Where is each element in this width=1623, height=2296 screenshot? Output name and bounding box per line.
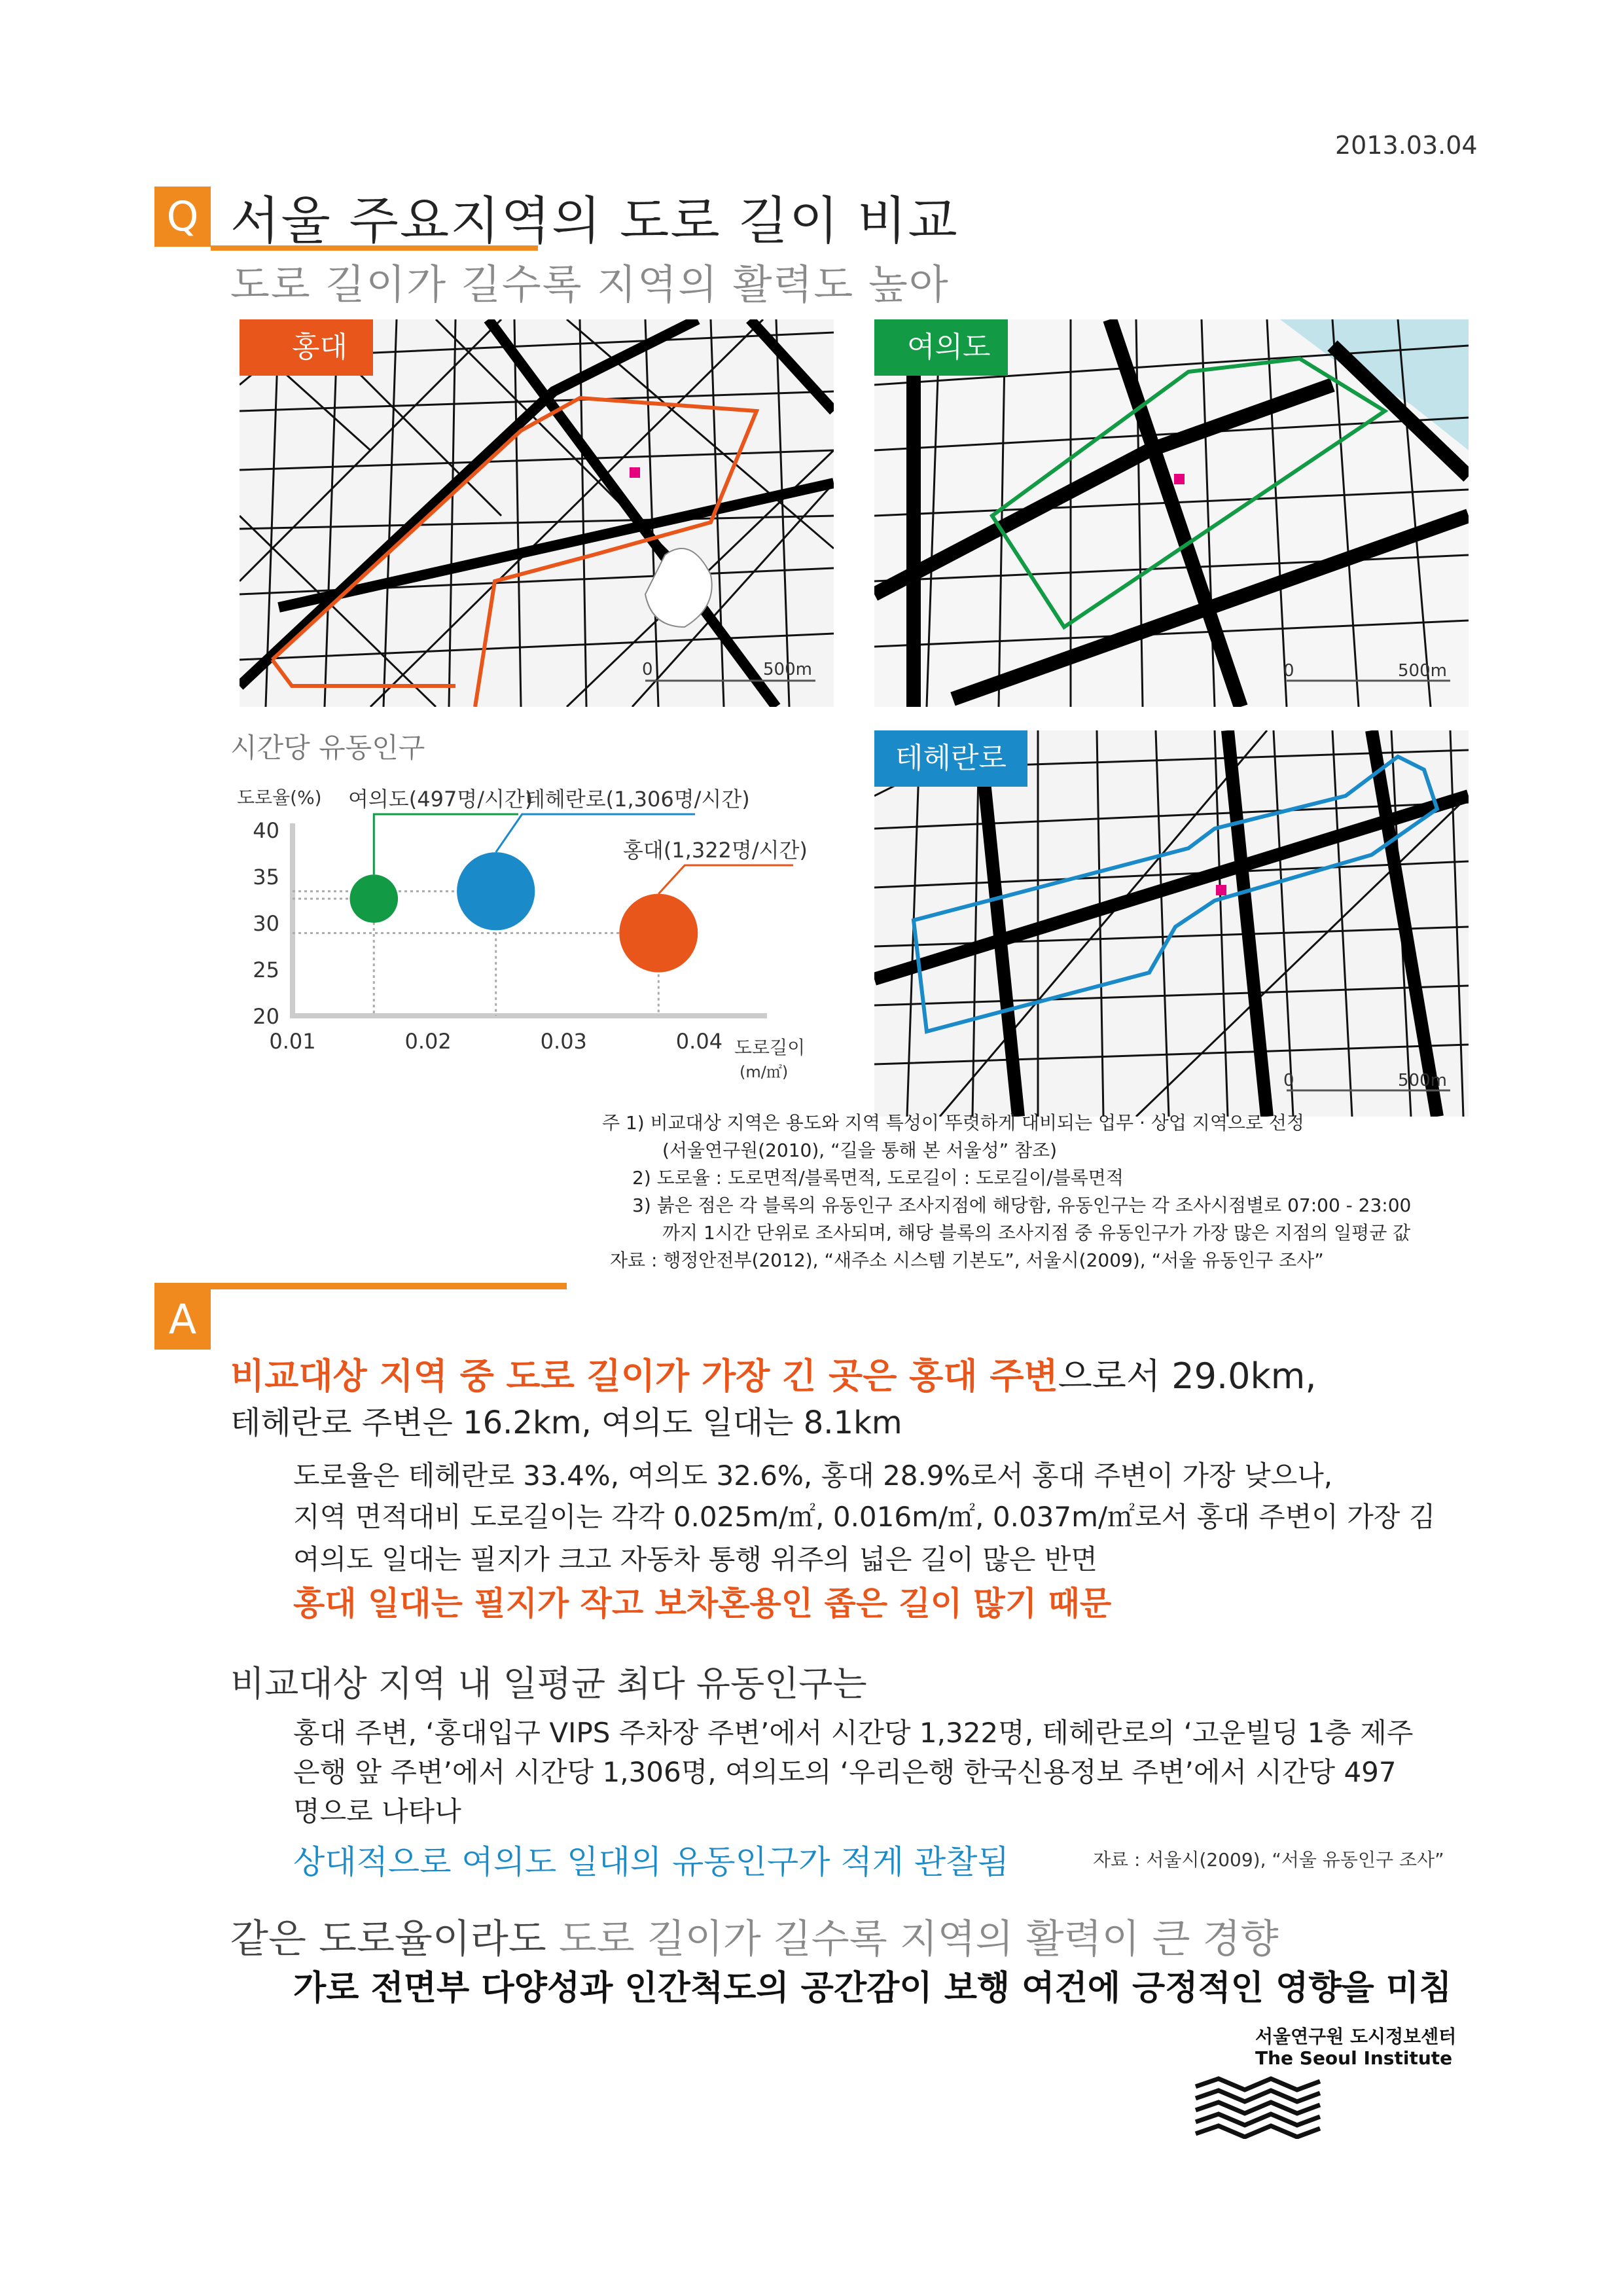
map-teheran-label: 테헤란로 xyxy=(895,742,1007,775)
bubble xyxy=(349,874,398,923)
y-tick-label: 40 xyxy=(253,818,279,843)
answer-body-5: 은행 앞 주변’에서 시간당 1,306명, 여의도의 ‘우리은행 한국신용정보 주변’에서 시간당 497 xyxy=(293,1756,1397,1788)
y-tick-label: 35 xyxy=(253,865,279,889)
map-yeouido xyxy=(874,319,1469,707)
x-tick-label: 0.02 xyxy=(404,1029,452,1054)
section-heading-2: 비교대상 지역 내 일평균 최다 유동인구는 xyxy=(230,1663,867,1704)
bubble-chart xyxy=(230,779,819,1106)
note-line: 3) 붉은 점은 각 블록의 유동인구 조사지점에 해당함, 유동인구는 각 조사시점별로 07:00 - 23:00 xyxy=(632,1194,1412,1216)
x-tick-label: 0.03 xyxy=(540,1029,587,1054)
map-hongdae-graphic xyxy=(240,319,834,707)
answer-body-1: 도로율은 테헤란로 33.4%, 여의도 32.6%, 홍대 28.9%로서 홍대 주변이 가장 낮으나, xyxy=(293,1460,1333,1492)
a-badge: A xyxy=(154,1289,211,1350)
note-line: 까지 1시간 단위로 조사되며, 해당 블록의 조사지점 중 유동인구가 가장 많은 지점의 일평균 값 xyxy=(662,1222,1411,1244)
bubble xyxy=(619,894,698,973)
answer-emphasis-2: 상대적으로 여의도 일대의 유동인구가 적게 관찰됨 xyxy=(293,1843,1009,1881)
map-yeouido-graphic xyxy=(874,319,1469,707)
note-source: 자료 : 행정안전부(2012), “새주소 시스템 기본도”, 서울시(2009), “서울 유동인구 조사” xyxy=(610,1249,1324,1271)
series-label: 여의도(497명/시간) xyxy=(348,787,533,812)
map-teheran-scale-end: 500m xyxy=(1398,1071,1447,1090)
map-yeouido-label: 여의도 xyxy=(907,331,991,364)
x-tick-label: 0.01 xyxy=(269,1029,316,1054)
series-label: 홍대(1,322명/시간) xyxy=(623,838,808,863)
map-yeouido-scale-end: 500m xyxy=(1398,661,1447,681)
map-hongdae-scale-end: 500m xyxy=(763,660,812,679)
map-teheran xyxy=(874,730,1469,1117)
note-line: 2) 도로율 : 도로면적/블록면적, 도로길이 : 도로길이/블록면적 xyxy=(632,1167,1124,1189)
q-badge: Q xyxy=(154,187,211,247)
bubble xyxy=(457,852,535,930)
map-teheran-scale-zero: 0 xyxy=(1283,1071,1294,1090)
chart-title: 시간당 유동인구 xyxy=(230,732,425,764)
notes-block xyxy=(602,1109,1411,1274)
date: 2013.03.04 xyxy=(1335,131,1478,160)
map-hongdae-scale-zero: 0 xyxy=(642,660,653,679)
answer-main-line2: 테헤란로 주변은 16.2km, 여의도 일대는 8.1km xyxy=(230,1405,902,1441)
source-note-2: 자료 : 서울시(2009), “서울 유동인구 조사” xyxy=(1093,1849,1444,1871)
y-axis-label: 도로율(%) xyxy=(237,787,322,808)
x-tick-label: 0.04 xyxy=(675,1029,723,1054)
answer-main-rest: 으로서 29.0km, xyxy=(1058,1355,1317,1397)
a-topline xyxy=(154,1283,567,1289)
map-teheran-graphic xyxy=(874,730,1469,1117)
page-title: 서울 주요지역의 도로 길이 비교 xyxy=(230,192,959,251)
map-hongdae-label: 홍대 xyxy=(292,331,348,364)
final-line-1a: 같은 도로율이라도 xyxy=(230,1916,559,1962)
answer-body-4: 홍대 주변, ‘홍대입구 VIPS 주차장 주변’에서 시간당 1,322명, 테헤란로의 ‘고운빌딩 1층 제주 xyxy=(293,1717,1414,1749)
answer-main-line1 xyxy=(230,1348,1317,1399)
map-hongdae xyxy=(240,319,834,707)
answer-emphasis-1: 홍대 일대는 필지가 작고 보차혼용인 좁은 길이 많기 때문 xyxy=(293,1585,1112,1623)
x-axis-unit: (m/㎡) xyxy=(740,1063,789,1081)
note-line: 주 1) 비교대상 지역은 용도와 지역 특성이 뚜렷하게 대비되는 업무 · 상업 지역으로 선정 xyxy=(602,1112,1304,1134)
answer-body-3: 여의도 일대는 필지가 크고 자동차 통행 위주의 넓은 길이 많은 반면 xyxy=(293,1543,1097,1575)
map-yeouido-scale-zero: 0 xyxy=(1283,661,1294,681)
final-line-2: 가로 전면부 다양성과 인간척도의 공간감이 보행 여건에 긍정적인 영향을 미침 xyxy=(293,1969,1452,2008)
logo-text-english: The Seoul Institute xyxy=(1255,2047,1453,2069)
y-tick-label: 30 xyxy=(253,911,279,936)
series-label: 테헤란로(1,306명/시간) xyxy=(525,787,750,812)
logo-text-korean: 서울연구원 도시정보센터 xyxy=(1255,2026,1457,2047)
final-line-1b: 도로 길이가 길수록 지역의 활력이 큰 경향 xyxy=(558,1916,1279,1962)
y-tick-label: 20 xyxy=(253,1004,279,1029)
answer-highlight: 비교대상 지역 중 도로 길이가 가장 긴 곳은 홍대 주변 xyxy=(230,1355,1058,1397)
x-axis-label: 도로길이 xyxy=(734,1037,806,1058)
final-line-1 xyxy=(230,1908,1279,1964)
answer-body-6: 명으로 나타나 xyxy=(293,1795,461,1827)
answer-body-2: 지역 면적대비 도로길이는 각각 0.025m/㎡, 0.016m/㎡, 0.037m/㎡로서 홍대 주변이 가장 김 xyxy=(293,1501,1436,1533)
note-line: (서울연구원(2010), “길을 통해 본 서울성” 참조) xyxy=(662,1139,1058,1161)
page-subtitle: 도로 길이가 길수록 지역의 활력도 높아 xyxy=(230,260,950,308)
leader-line xyxy=(658,865,793,894)
seoul-institute-logo-icon xyxy=(1192,2073,1323,2139)
y-tick-label: 25 xyxy=(253,958,279,982)
